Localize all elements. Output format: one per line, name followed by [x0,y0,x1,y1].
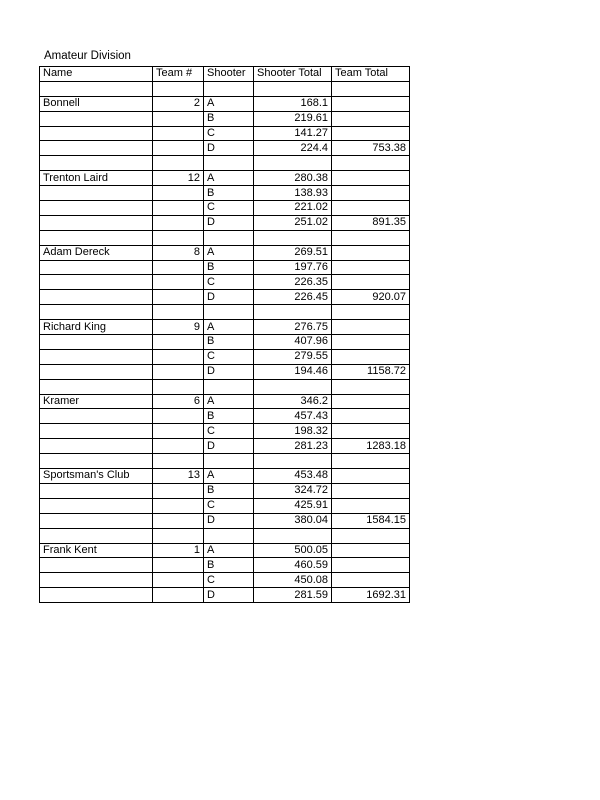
spacer-row [40,230,410,245]
cell-shooter: A [204,171,254,186]
cell-team-total [332,245,410,260]
cell-team-total: 1692.31 [332,588,410,603]
team-row [40,573,410,588]
cell-team-number: 13 [153,469,204,484]
cell-name [40,156,153,171]
cell-shooter: B [204,409,254,424]
cell-shooter-total [254,230,332,245]
cell-team-number [153,364,204,379]
cell-shooter: D [204,439,254,454]
cell-shooter [204,156,254,171]
cell-team-number [153,483,204,498]
cell-shooter-total: 276.75 [254,320,332,335]
cell-team-number [153,335,204,350]
cell-shooter: D [204,215,254,230]
team-row [40,126,410,141]
cell-shooter-total: 198.32 [254,424,332,439]
cell-name [40,335,153,350]
cell-shooter-total [254,379,332,394]
cell-shooter [204,305,254,320]
cell-shooter [204,528,254,543]
cell-shooter [204,379,254,394]
cell-shooter: A [204,543,254,558]
team-row [40,320,410,335]
cell-team-number [153,275,204,290]
cell-team-total [332,230,410,245]
cell-team-total: 753.38 [332,141,410,156]
cell-shooter-total: 453.48 [254,469,332,484]
cell-team-total [332,424,410,439]
cell-team-number: 2 [153,96,204,111]
cell-team-total [332,81,410,96]
cell-shooter-total: 281.59 [254,588,332,603]
cell-name: Sportsman's Club [40,469,153,484]
cell-shooter: D [204,364,254,379]
cell-team-number [153,111,204,126]
cell-team-number [153,454,204,469]
cell-team-total [332,335,410,350]
cell-shooter-total: 425.91 [254,498,332,513]
cell-shooter: C [204,573,254,588]
cell-team-number: 12 [153,171,204,186]
cell-name [40,379,153,394]
cell-team-total [332,558,410,573]
cell-shooter: D [204,513,254,528]
cell-team-number [153,141,204,156]
cell-name: Adam Dereck [40,245,153,260]
cell-shooter-total [254,528,332,543]
column-header-name: Name [40,67,153,82]
cell-team-total: 891.35 [332,215,410,230]
cell-name [40,290,153,305]
cell-name [40,588,153,603]
cell-shooter-total: 280.38 [254,171,332,186]
cell-team-number [153,215,204,230]
cell-shooter-total: 450.08 [254,573,332,588]
cell-shooter: A [204,469,254,484]
cell-name [40,275,153,290]
cell-team-total [332,111,410,126]
cell-team-number [153,230,204,245]
cell-team-total [332,543,410,558]
cell-team-number [153,260,204,275]
spacer-row [40,156,410,171]
team-row [40,275,410,290]
cell-team-number [153,349,204,364]
cell-shooter-total [254,81,332,96]
cell-team-total [332,379,410,394]
team-row [40,498,410,513]
cell-team-total [332,454,410,469]
cell-team-total [332,305,410,320]
cell-team-number [153,186,204,201]
cell-team-total: 920.07 [332,290,410,305]
cell-team-number [153,528,204,543]
team-row [40,215,410,230]
cell-shooter [204,81,254,96]
cell-shooter-total: 407.96 [254,335,332,350]
column-header-shooter: Shooter [204,67,254,82]
cell-team-total [332,320,410,335]
cell-shooter: D [204,290,254,305]
cell-name [40,81,153,96]
cell-shooter: C [204,275,254,290]
cell-shooter-total: 251.02 [254,215,332,230]
cell-shooter-total: 324.72 [254,483,332,498]
cell-shooter: C [204,126,254,141]
cell-name: Kramer [40,394,153,409]
division-title: Amateur Division [44,50,131,62]
team-row [40,394,410,409]
cell-name [40,573,153,588]
cell-name [40,349,153,364]
cell-team-total [332,409,410,424]
cell-team-total: 1158.72 [332,364,410,379]
team-row [40,483,410,498]
cell-name [40,364,153,379]
spacer-row [40,305,410,320]
cell-shooter: B [204,558,254,573]
cell-team-number [153,81,204,96]
cell-shooter-total [254,305,332,320]
cell-team-number [153,588,204,603]
team-row [40,245,410,260]
score-sheet [39,49,410,603]
cell-team-total [332,394,410,409]
cell-shooter-total: 168.1 [254,96,332,111]
cell-shooter-total: 279.55 [254,349,332,364]
cell-name [40,424,153,439]
cell-name [40,513,153,528]
team-row [40,141,410,156]
cell-team-number: 6 [153,394,204,409]
spacer-row [40,379,410,394]
cell-shooter: B [204,186,254,201]
cell-shooter-total: 346.2 [254,394,332,409]
cell-shooter-total: 224.4 [254,141,332,156]
cell-shooter-total: 219.61 [254,111,332,126]
cell-team-number [153,305,204,320]
column-header-shooter-total: Shooter Total [254,67,332,82]
cell-team-number [153,498,204,513]
cell-shooter: C [204,201,254,216]
cell-shooter-total [254,454,332,469]
cell-team-number: 9 [153,320,204,335]
cell-team-total [332,573,410,588]
cell-team-total [332,469,410,484]
cell-shooter-total: 281.23 [254,439,332,454]
spacer-row [40,528,410,543]
team-row [40,469,410,484]
cell-name [40,215,153,230]
cell-name: Trenton Laird [40,171,153,186]
cell-name [40,260,153,275]
cell-team-number [153,409,204,424]
cell-team-number [153,156,204,171]
cell-shooter-total: 194.46 [254,364,332,379]
team-row [40,171,410,186]
cell-shooter: A [204,245,254,260]
cell-name [40,409,153,424]
column-header-team-number: Team # [153,67,204,82]
cell-team-number [153,126,204,141]
team-row [40,424,410,439]
cell-shooter: B [204,260,254,275]
cell-name [40,483,153,498]
cell-team-number [153,573,204,588]
cell-team-number [153,558,204,573]
cell-shooter [204,230,254,245]
score-table [39,66,410,603]
team-row [40,335,410,350]
cell-name [40,454,153,469]
cell-team-number [153,439,204,454]
team-row [40,349,410,364]
cell-team-number: 1 [153,543,204,558]
cell-name: Frank Kent [40,543,153,558]
cell-shooter: B [204,335,254,350]
cell-shooter: C [204,498,254,513]
cell-name [40,558,153,573]
table-body [40,81,410,602]
cell-team-total [332,275,410,290]
team-row [40,201,410,216]
cell-name [40,111,153,126]
cell-shooter: C [204,424,254,439]
team-row [40,186,410,201]
cell-team-number [153,379,204,394]
cell-team-total: 1584.15 [332,513,410,528]
cell-shooter: A [204,394,254,409]
cell-name [40,305,153,320]
cell-shooter-total [254,156,332,171]
cell-shooter [204,454,254,469]
cell-shooter: B [204,483,254,498]
cell-team-total [332,349,410,364]
cell-team-total [332,156,410,171]
cell-shooter-total: 226.45 [254,290,332,305]
cell-shooter: D [204,141,254,156]
team-row [40,111,410,126]
cell-team-number [153,513,204,528]
cell-team-total [332,528,410,543]
cell-shooter-total: 500.05 [254,543,332,558]
cell-shooter-total: 457.43 [254,409,332,424]
cell-name: Bonnell [40,96,153,111]
cell-name [40,528,153,543]
cell-team-total [332,186,410,201]
cell-shooter: C [204,349,254,364]
cell-team-total [332,171,410,186]
team-row [40,409,410,424]
cell-shooter-total: 380.04 [254,513,332,528]
cell-name [40,201,153,216]
cell-shooter-total: 460.59 [254,558,332,573]
team-row [40,513,410,528]
cell-shooter-total: 226.35 [254,275,332,290]
cell-name [40,141,153,156]
cell-shooter-total: 197.76 [254,260,332,275]
cell-name [40,186,153,201]
team-row [40,588,410,603]
spacer-row [40,81,410,96]
cell-name [40,126,153,141]
cell-shooter: D [204,588,254,603]
team-row [40,96,410,111]
cell-team-number [153,201,204,216]
team-row [40,558,410,573]
cell-shooter: B [204,111,254,126]
cell-team-number: 8 [153,245,204,260]
cell-team-number [153,290,204,305]
cell-team-total [332,201,410,216]
cell-name [40,498,153,513]
cell-name [40,439,153,454]
cell-team-total [332,96,410,111]
team-row [40,543,410,558]
cell-shooter-total: 138.93 [254,186,332,201]
column-header-team-total: Team Total [332,67,410,82]
cell-team-total [332,483,410,498]
cell-shooter-total: 269.51 [254,245,332,260]
team-row [40,290,410,305]
header-row [40,67,410,82]
team-row [40,439,410,454]
cell-shooter-total: 221.02 [254,201,332,216]
cell-name [40,230,153,245]
cell-team-total [332,126,410,141]
cell-shooter: A [204,320,254,335]
cell-team-number [153,424,204,439]
spacer-row [40,454,410,469]
cell-team-total [332,498,410,513]
cell-team-total: 1283.18 [332,439,410,454]
cell-shooter-total: 141.27 [254,126,332,141]
team-row [40,260,410,275]
team-row [40,364,410,379]
cell-team-total [332,260,410,275]
cell-shooter: A [204,96,254,111]
cell-name: Richard King [40,320,153,335]
